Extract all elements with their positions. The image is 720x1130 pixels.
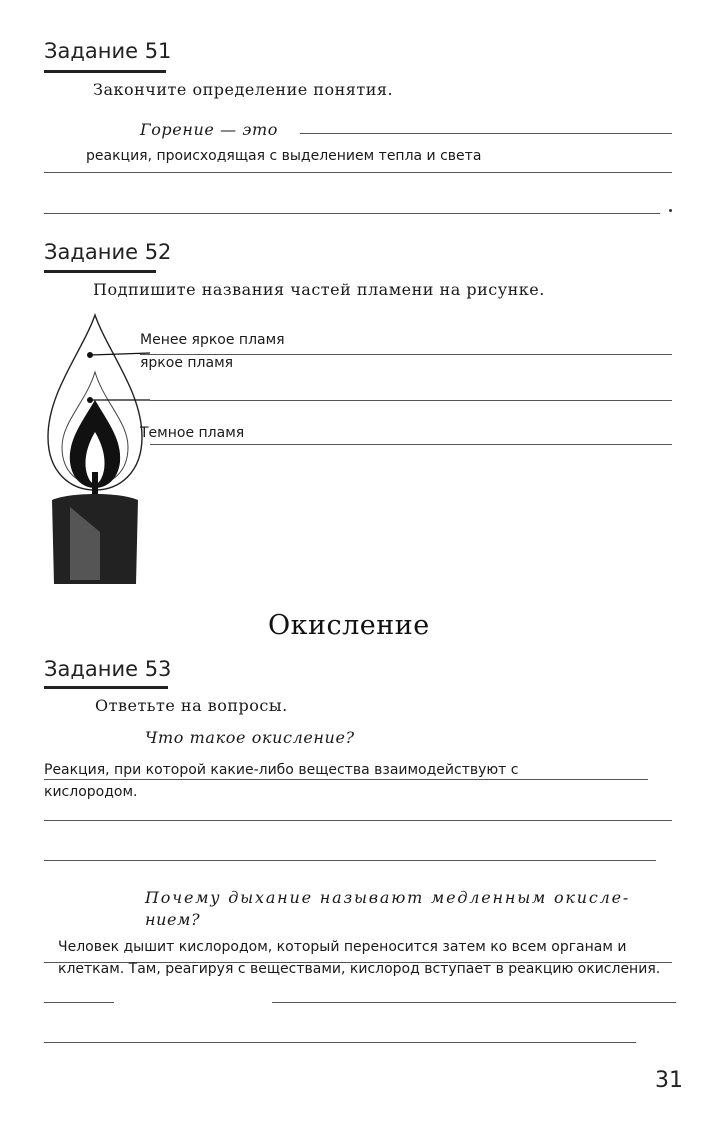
flame-label-middle: яркое пламя xyxy=(140,355,234,371)
task-53-underline xyxy=(44,686,168,689)
task-53-question-2-line-2: нием? xyxy=(145,910,201,929)
task-52-underline xyxy=(44,270,156,273)
task-53-instruction: Ответьте на вопросы. xyxy=(95,696,288,715)
flame-label-inner: Темное пламя xyxy=(140,425,245,441)
answer-line xyxy=(272,1002,676,1003)
page-number: 31 xyxy=(655,1068,683,1093)
task-51-instruction: Закончите определение понятия. xyxy=(93,80,394,99)
flame-label-outer: Менее яркое пламя xyxy=(140,332,285,348)
answer-line xyxy=(44,820,672,821)
task-53-answer-2-line-1: Человек дышит кислородом, который переносится затем ко всем органам и xyxy=(58,939,627,955)
answer-line xyxy=(44,779,648,780)
answer-line xyxy=(150,444,672,445)
task-53-question-1: Что такое окисление? xyxy=(145,728,355,747)
answer-line xyxy=(300,133,672,134)
candle-flame-illustration xyxy=(40,312,150,587)
answer-line xyxy=(150,400,672,401)
trailing-dot xyxy=(669,209,672,212)
task-52-instruction: Подпишите названия частей пламени на рисунке. xyxy=(93,280,545,299)
task-53-answer-2-line-2: клеткам. Там, реагируя с веществами, кислород вступает в реакцию окисления. xyxy=(58,961,661,977)
task-53-question-2-line-1: Почему дыхание называют медленным окисле- xyxy=(145,888,631,907)
task-51-prompt: Горение — это xyxy=(140,120,278,139)
task-53-title: Задание 53 xyxy=(44,657,172,681)
wick xyxy=(92,472,98,494)
task-52-title: Задание 52 xyxy=(44,240,172,264)
answer-line xyxy=(44,1002,114,1003)
answer-line xyxy=(44,172,672,173)
section-title: Окисление xyxy=(268,610,430,641)
answer-line xyxy=(44,860,656,861)
task-51-underline xyxy=(44,70,166,73)
answer-line xyxy=(44,1042,636,1043)
answer-line xyxy=(44,213,660,214)
task-53-answer-1-line-2: кислородом. xyxy=(44,784,138,800)
task-51-title: Задание 51 xyxy=(44,39,172,63)
task-53-answer-1-line-1: Реакция, при которой какие-либо вещества взаимодействуют с xyxy=(44,762,519,778)
task-51-answer: реакция, происходящая с выделением тепла и света xyxy=(86,148,482,164)
